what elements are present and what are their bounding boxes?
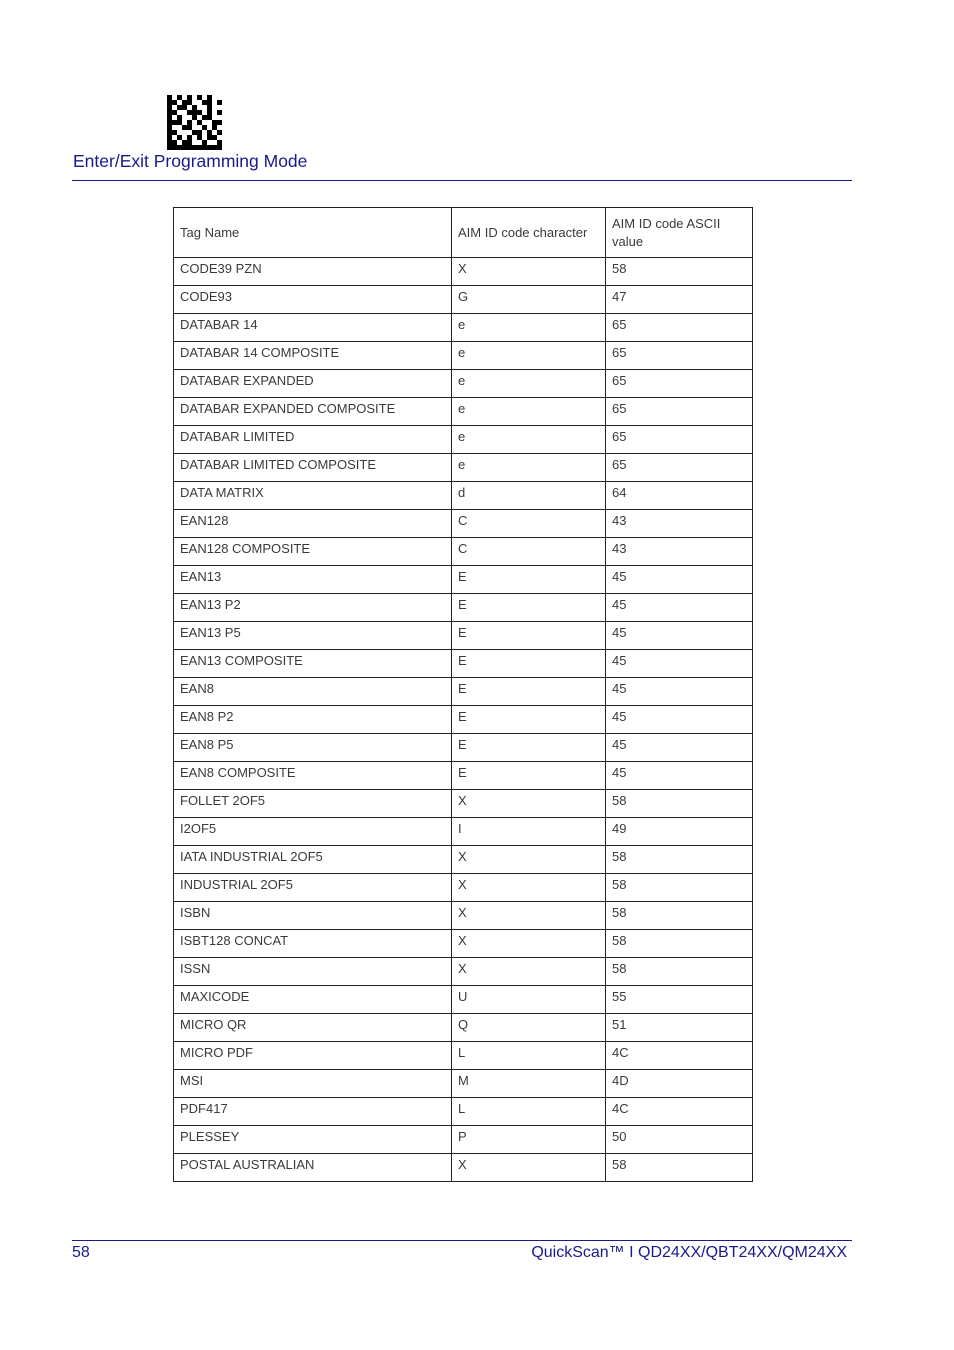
cell-tag-name: EAN8 P5: [174, 734, 452, 762]
table-row: [174, 958, 753, 986]
cell-aim-ascii: 4D: [606, 1070, 753, 1098]
cell-tag-name: EAN8 P2: [174, 706, 452, 734]
cell-aim-char: e: [452, 314, 606, 342]
product-name: QuickScan™ I QD24XX/QBT24XX/QM24XX: [531, 1244, 847, 1261]
cell-tag-name: I2OF5: [174, 818, 452, 846]
cell-tag-name: EAN128: [174, 510, 452, 538]
cell-tag-name: EAN8: [174, 678, 452, 706]
cell-tag-name: POSTAL AUSTRALIAN: [174, 1154, 452, 1182]
cell-aim-char: X: [452, 846, 606, 874]
cell-tag-name: EAN128 COMPOSITE: [174, 538, 452, 566]
table-row: [174, 902, 753, 930]
cell-aim-ascii: 45: [606, 650, 753, 678]
cell-aim-char: M: [452, 1070, 606, 1098]
table-row: [174, 426, 753, 454]
cell-aim-char: X: [452, 930, 606, 958]
cell-aim-ascii: 58: [606, 1154, 753, 1182]
cell-aim-char: E: [452, 566, 606, 594]
table-row: [174, 1126, 753, 1154]
cell-tag-name: CODE39 PZN: [174, 258, 452, 286]
cell-aim-ascii: 51: [606, 1014, 753, 1042]
cell-aim-char: E: [452, 594, 606, 622]
cell-aim-char: e: [452, 370, 606, 398]
cell-aim-ascii: 58: [606, 258, 753, 286]
cell-aim-ascii: 58: [606, 846, 753, 874]
cell-aim-ascii: 65: [606, 454, 753, 482]
cell-aim-char: E: [452, 706, 606, 734]
cell-aim-ascii: 47: [606, 286, 753, 314]
cell-tag-name: IATA INDUSTRIAL 2OF5: [174, 846, 452, 874]
table-row: [174, 258, 753, 286]
cell-aim-ascii: 43: [606, 510, 753, 538]
cell-aim-ascii: 58: [606, 874, 753, 902]
column-header-tag-name: Tag Name: [174, 208, 452, 258]
table-row: [174, 986, 753, 1014]
cell-aim-ascii: 45: [606, 762, 753, 790]
cell-aim-char: E: [452, 678, 606, 706]
cell-tag-name: INDUSTRIAL 2OF5: [174, 874, 452, 902]
cell-aim-char: X: [452, 258, 606, 286]
table-row: [174, 1042, 753, 1070]
cell-aim-ascii: 45: [606, 622, 753, 650]
cell-aim-char: E: [452, 622, 606, 650]
cell-aim-char: L: [452, 1098, 606, 1126]
cell-tag-name: ISBT128 CONCAT: [174, 930, 452, 958]
table-row: [174, 482, 753, 510]
table-row: [174, 930, 753, 958]
cell-tag-name: DATA MATRIX: [174, 482, 452, 510]
cell-aim-char: E: [452, 762, 606, 790]
table-row: [174, 846, 753, 874]
cell-tag-name: ISBN: [174, 902, 452, 930]
table-row: [174, 762, 753, 790]
cell-aim-char: X: [452, 790, 606, 818]
cell-aim-ascii: 64: [606, 482, 753, 510]
cell-tag-name: MAXICODE: [174, 986, 452, 1014]
cell-aim-ascii: 55: [606, 986, 753, 1014]
cell-aim-ascii: 58: [606, 930, 753, 958]
cell-aim-ascii: 4C: [606, 1042, 753, 1070]
cell-tag-name: MICRO QR: [174, 1014, 452, 1042]
table-row: [174, 398, 753, 426]
table-row: [174, 874, 753, 902]
table-row: [174, 706, 753, 734]
table-row: [174, 818, 753, 846]
cell-aim-char: d: [452, 482, 606, 510]
table-row: [174, 1154, 753, 1182]
footer-divider: [72, 1240, 852, 1241]
cell-aim-ascii: 45: [606, 734, 753, 762]
cell-aim-ascii: 65: [606, 342, 753, 370]
cell-tag-name: PDF417: [174, 1098, 452, 1126]
cell-tag-name: DATABAR 14: [174, 314, 452, 342]
cell-aim-ascii: 45: [606, 706, 753, 734]
table-row: [174, 286, 753, 314]
table-row: [174, 566, 753, 594]
table-row: [174, 538, 753, 566]
table-row: [174, 1098, 753, 1126]
table-row: [174, 650, 753, 678]
cell-tag-name: MICRO PDF: [174, 1042, 452, 1070]
cell-aim-ascii: 43: [606, 538, 753, 566]
cell-aim-char: C: [452, 510, 606, 538]
cell-tag-name: DATABAR LIMITED COMPOSITE: [174, 454, 452, 482]
cell-aim-char: e: [452, 398, 606, 426]
table-row: [174, 1070, 753, 1098]
cell-aim-ascii: 45: [606, 678, 753, 706]
cell-tag-name: MSI: [174, 1070, 452, 1098]
cell-aim-char: X: [452, 874, 606, 902]
cell-tag-name: DATABAR 14 COMPOSITE: [174, 342, 452, 370]
cell-tag-name: CODE93: [174, 286, 452, 314]
page-number: 58: [72, 1244, 90, 1261]
cell-aim-ascii: 50: [606, 1126, 753, 1154]
cell-aim-ascii: 58: [606, 790, 753, 818]
cell-tag-name: EAN8 COMPOSITE: [174, 762, 452, 790]
cell-aim-char: C: [452, 538, 606, 566]
table-row: [174, 370, 753, 398]
column-header-aim-ascii: AIM ID code ASCII value: [606, 208, 753, 258]
cell-aim-ascii: 65: [606, 314, 753, 342]
cell-aim-ascii: 58: [606, 958, 753, 986]
cell-tag-name: EAN13 P5: [174, 622, 452, 650]
table-row: [174, 454, 753, 482]
cell-aim-char: U: [452, 986, 606, 1014]
table-row: [174, 510, 753, 538]
cell-tag-name: DATABAR LIMITED: [174, 426, 452, 454]
cell-aim-ascii: 58: [606, 902, 753, 930]
table-row: [174, 1014, 753, 1042]
cell-aim-char: X: [452, 902, 606, 930]
cell-tag-name: ISSN: [174, 958, 452, 986]
table-row: [174, 734, 753, 762]
cell-tag-name: PLESSEY: [174, 1126, 452, 1154]
cell-aim-ascii: 65: [606, 426, 753, 454]
cell-aim-ascii: 4C: [606, 1098, 753, 1126]
cell-aim-char: P: [452, 1126, 606, 1154]
datamatrix-barcode-icon: [167, 95, 222, 150]
column-header-aim-char: AIM ID code character: [452, 208, 606, 258]
cell-tag-name: EAN13 COMPOSITE: [174, 650, 452, 678]
cell-aim-char: I: [452, 818, 606, 846]
page-section-title: Enter/Exit Programming Mode: [73, 151, 308, 171]
cell-tag-name: EAN13: [174, 566, 452, 594]
table-row: [174, 790, 753, 818]
cell-aim-ascii: 45: [606, 594, 753, 622]
cell-aim-char: e: [452, 426, 606, 454]
cell-tag-name: DATABAR EXPANDED COMPOSITE: [174, 398, 452, 426]
table-header-row: [174, 208, 753, 258]
table-row: [174, 342, 753, 370]
cell-aim-ascii: 45: [606, 566, 753, 594]
cell-aim-char: e: [452, 454, 606, 482]
table-row: [174, 622, 753, 650]
cell-aim-ascii: 65: [606, 398, 753, 426]
cell-tag-name: FOLLET 2OF5: [174, 790, 452, 818]
cell-aim-char: X: [452, 1154, 606, 1182]
aim-id-table: [173, 207, 753, 1182]
table-row: [174, 678, 753, 706]
cell-aim-char: X: [452, 958, 606, 986]
table-row: [174, 594, 753, 622]
cell-aim-char: E: [452, 650, 606, 678]
cell-aim-ascii: 49: [606, 818, 753, 846]
cell-aim-char: E: [452, 734, 606, 762]
table-row: [174, 314, 753, 342]
cell-tag-name: DATABAR EXPANDED: [174, 370, 452, 398]
header-divider: [72, 180, 852, 181]
cell-tag-name: EAN13 P2: [174, 594, 452, 622]
cell-aim-ascii: 65: [606, 370, 753, 398]
cell-aim-char: e: [452, 342, 606, 370]
cell-aim-char: L: [452, 1042, 606, 1070]
cell-aim-char: Q: [452, 1014, 606, 1042]
cell-aim-char: G: [452, 286, 606, 314]
